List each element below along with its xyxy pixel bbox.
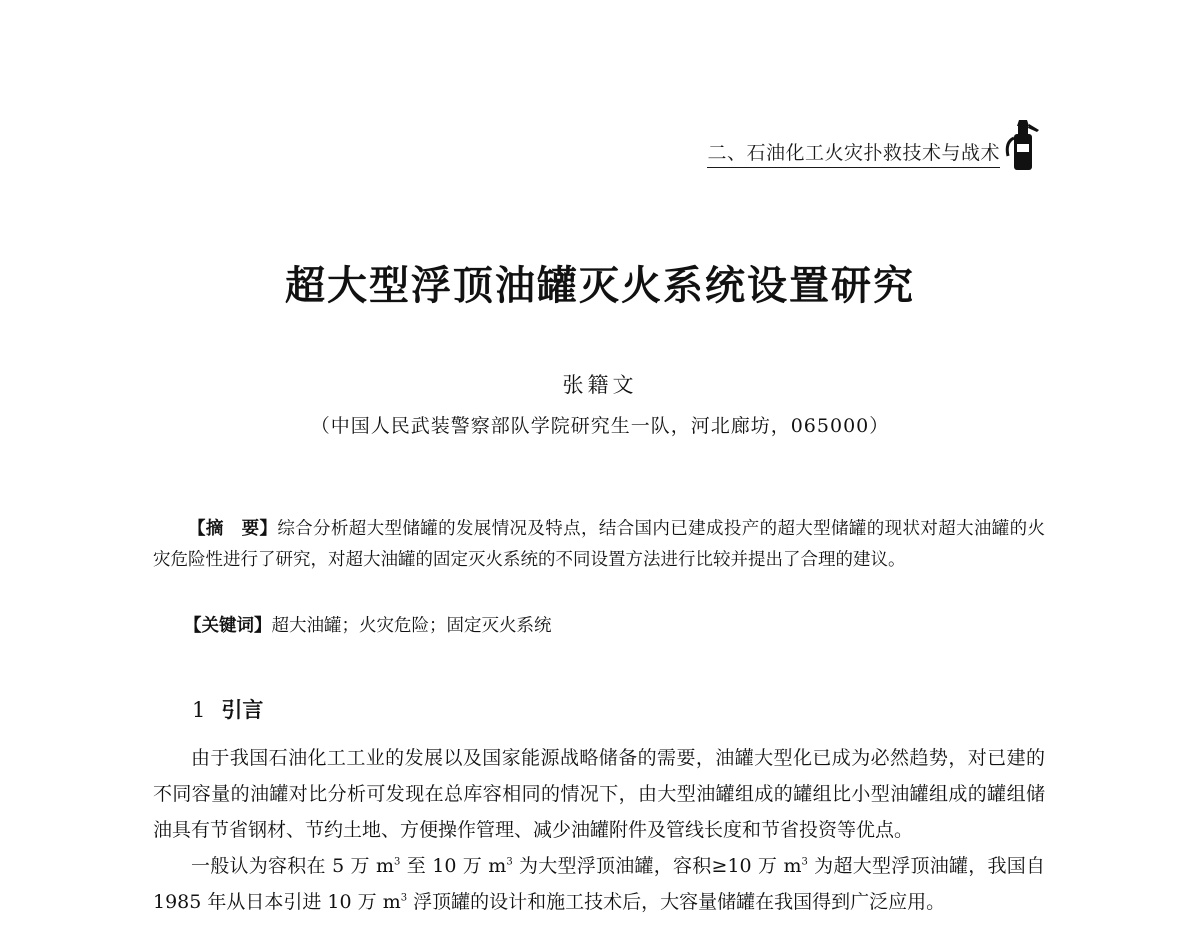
fire-extinguisher-icon	[1003, 116, 1043, 172]
running-header: 二、石油化工火灾扑救技术与战术	[707, 138, 1000, 168]
superscript: 3	[506, 856, 513, 868]
paper-title: 超大型浮顶油罐灭火系统设置研究	[285, 262, 915, 309]
keywords-text: 超大油罐；火灾危险；固定灭火系统	[271, 616, 552, 636]
body-paragraph-1: 由于我国石油化工工业的发展以及国家能源战略储备的需要，油罐大型化已成为必然趋势，对已建的不同容量的油罐对比分析可发现在总库容相同的情况下，由大型油罐组成的罐组比小型油罐组成的罐组储油具有节省钢材、节约土地、方便操作管理、减少油罐附件及管线长度和节省投资等优点。	[153, 747, 1045, 841]
section-title: 引言	[221, 698, 264, 722]
author-name: 张籍文	[562, 373, 638, 397]
abstract-paragraph	[153, 514, 1045, 576]
abstract-text: 综合分析超大型储罐的发展情况及特点，结合国内已建成投产的超大型储罐的现状对超大油罐的火灾危险性进行了研究，对超大油罐的固定灭火系统的不同设置方法进行比较并提出了合理的建议。	[153, 519, 1046, 570]
abstract-label: 【摘 要】	[188, 519, 278, 539]
keywords-label: 【关键词】	[184, 616, 272, 636]
para2-part-d: 为超大型浮顶油罐，我国自 1985 年从日本引进 10 万 m	[153, 855, 1046, 913]
body-paragraph-2	[153, 848, 1045, 920]
section-heading	[192, 694, 263, 724]
para2-part-c: 为大型浮顶油罐，容积≥10 万 m	[512, 855, 802, 877]
para2-part-a: 一般认为容积在 5 万 m	[191, 855, 395, 877]
section-number: 1	[192, 698, 206, 722]
para2-part-b: 至 10 万 m	[400, 855, 507, 877]
superscript: 3	[801, 856, 808, 868]
superscript: 3	[394, 856, 401, 868]
superscript: 3	[400, 892, 408, 904]
author-affiliation: （中国人民武装警察部队学院研究生一队，河北廊坊，065000）	[310, 415, 890, 437]
abstract	[153, 514, 1045, 576]
para2-part-e: 浮顶罐的设计和施工技术后，大容量储罐在我国得到广泛应用。	[407, 891, 946, 913]
body-text	[153, 740, 1045, 920]
keywords	[184, 611, 552, 642]
